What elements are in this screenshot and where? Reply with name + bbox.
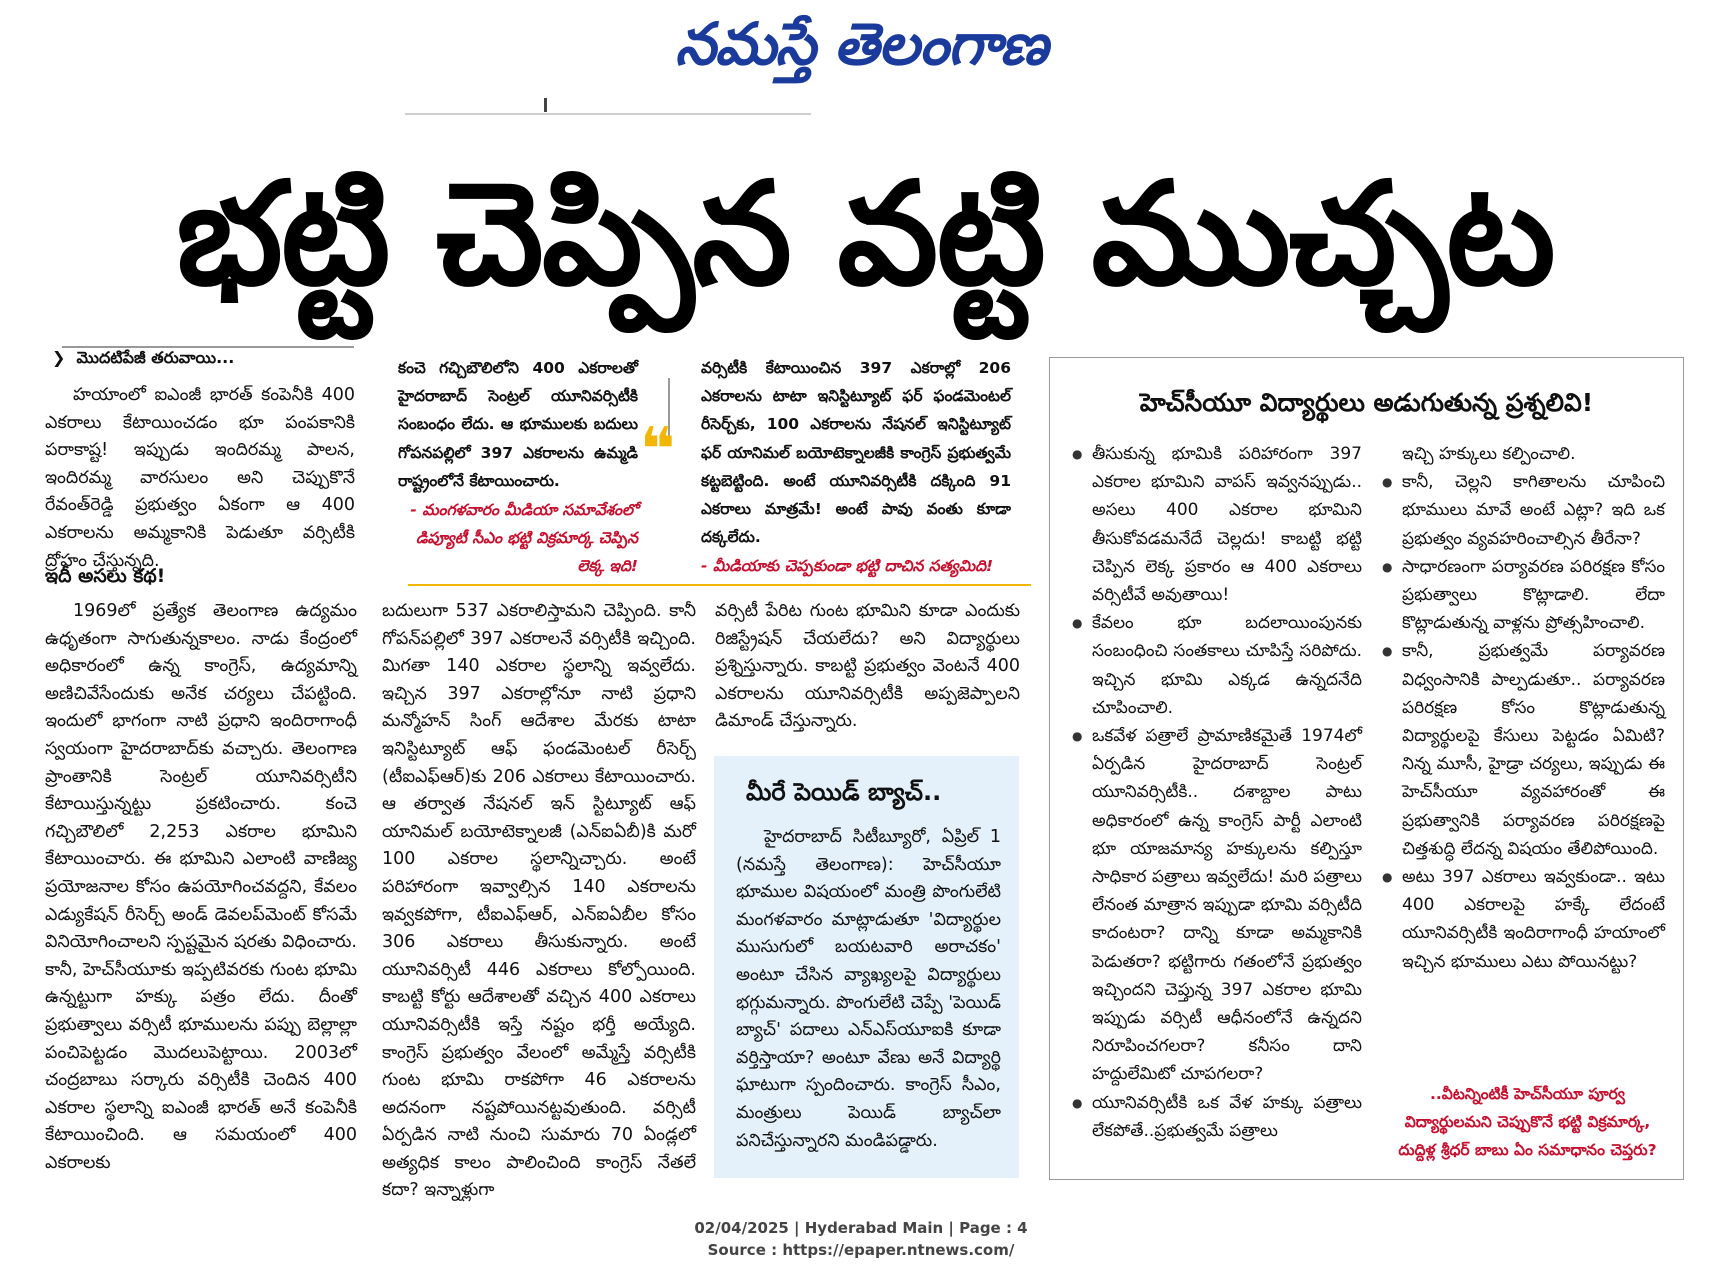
header-divider xyxy=(405,113,811,115)
quote-mark-icon: ❝ xyxy=(640,415,676,485)
questions-left-list xyxy=(1070,440,1362,1145)
intro-paragraph: హయాంలో ఐఎంజీ భారత్ కంపెనీకి 400 ఎకరాలు కేటాయించడం భూ పంపకానికి పరాకాష్ట! ఇప్పుడు ఇందిరమ్మ పాలన, ఇందిరమ్మ వారసులం అని చెప్పుకొనే రేవంత్‌రెడ్డి ప్రభుత్వం ఏకంగా ఆ 400 ఎకరాలను అమ్మకానికి పెడుతూ వర్సిటీకి ద్రోహం చేస్తున్నది. xyxy=(45,385,355,571)
headline: భట్టి చెప్పిన వట్టి ముచ్చట xyxy=(176,152,1554,317)
question-item: ● యూనివర్సిటీకి ఒక వేళ హక్కు పత్రాలు లేకపోతే..ప్రభుత్వమే పత్రాలు xyxy=(1070,1089,1362,1145)
paid-batch-box xyxy=(714,756,1019,1178)
quote-left: కంచె గచ్చిబౌలిలోని 400 ఎకరాలతో హైదరాబాద్ సెంట్రల్ యూనివర్సిటీకి సంబంధం లేదు. ఆ భూములకు బదులు గోపనపల్లిలో 397 ఎకరాలను ఉమ్మడి రాష్ట్రంలోనే కేటాయించారు. xyxy=(398,359,638,490)
footer-date-page: 02/04/2025 | Hyderabad Main | Page : 4 xyxy=(694,1219,1028,1237)
subhead: ఇదీ అసలు కథ! xyxy=(45,565,166,587)
questions-title: హెచ్‌సీయూ విద్యార్థులు అడుగుతున్న ప్రశ్నలివి! xyxy=(1139,388,1594,417)
quote-right-credit: - మీడియాకు చెప్పకుండా భట్టి దాచిన సత్యమిది! xyxy=(701,557,994,575)
question-item: ● తీసుకున్న భూమికి పరిహారంగా 397 ఎకరాల భూమిని వాపస్ ఇవ్వనప్పుడు.. అసలు 400 ఎకరాల భూమిని తీసుకోవడమనేదే చెల్లదు! కాబట్టి భట్టి చెప్పిన లెక్క ప్రకారం ఆ 400 ఎకరాలు వర్సిటీవే అవుతాయి! xyxy=(1070,440,1362,609)
masthead-logo: నమస్తే తెలంగాణ xyxy=(675,10,1047,78)
paid-batch-title: మీరే పెయిడ్ బ్యాచ్.. xyxy=(746,778,942,806)
quote-underline xyxy=(408,584,1031,586)
question-item: ● కేవలం భూ బదలాయింపునకు సంబంధించి సంతకాలు చూపిస్తే సరిపోదు. ఇచ్చిన భూమి ఎక్కడ ఉన్నదనేది చూపించాలి. xyxy=(1070,609,1362,722)
questions-box xyxy=(1049,357,1684,1180)
chevron-right-icon: ❯ xyxy=(52,348,66,367)
question-item: ● సాధారణంగా పర్యావరణ పరిరక్షణ కోసం ప్రభుత్వాలు కొట్లాడాలి. లేదా కొట్లాడుతున్న వాళ్లను ప్రోత్సహించాలి. xyxy=(1380,553,1665,638)
continued-marker xyxy=(52,348,357,371)
questions-right-list xyxy=(1380,468,1665,976)
continued-rule xyxy=(62,346,354,348)
col3-body: వర్సిటీ పేరిట గుంట భూమిని కూడా ఎందుకు రిజిస్ట్రేషన్ చేయలేదు? అని విద్యార్థులు ప్రశ్నిస్తున్నారు. కాబట్టి ప్రభుత్వం వెంటనే 400 ఎకరాలను యూనివర్సిటీకి అప్పజెప్పాలని డిమాండ్ చేస్తున్నారు. xyxy=(715,601,1020,732)
questions-right-column xyxy=(1380,440,1665,976)
col1-body: 1969లో ప్రత్యేక తెలంగాణ ఉద్యమం ఉధృతంగా సాగుతున్నకాలం. నాడు కేంద్రంలో అధికారంలో ఉన్న కాంగ్రెస్, ఉద్యమాన్ని అణిచివేసేందుకు అనేక చర్యలు చేపట్టింది. ఇందులో భాగంగా నాటి ప్రధాని ఇందిరాగాంధీ స్వయంగా హైదరాబాద్‌కు వచ్చారు. తెలంగాణ ప్రాంతానికి సెంట్రల్ యూనివర్సిటీని కేటాయిస్తున్నట్టు ప్రకటించారు. కంచె గచ్చిబౌలిలో 2,253 ఎకరాల భూమిని కేటాయించారు. ఈ భూమిని ఎలాంటి వాణిజ్య ప్రయోజనాల కోసం ఉపయోగించవద్దని, కేవలం ఎడ్యుకేషన్ రీసెర్చ్ అండ్ డెవలప్‌మెంట్ కోసమే వినియోగించాలని స్పష్టమైన షరతు విధించారు. కానీ, హెచ్‌సీయూకు ఇప్పటివరకు గుంట భూమి ఉన్నట్టుగా హక్కు పత్రం లేదు. దీంతో ప్రభుత్వాలు వర్సిటీ భూములను పప్పు బెల్లాల్లా పంచిపెట్టడం మొదలుపెట్టాయి. 2003లో చంద్రబాబు సర్కారు వర్సిటీకి చెందిన 400 ఎకరాల స్థలాన్ని ఐఎంజీ భారత్ అనే కంపెనీకి కేటాయించింది. ఆ సమయంలో 400 ఎకరాలకు xyxy=(45,601,357,1173)
question-item: ● ఒకవేళ పత్రాలే ప్రామాణికమైతే 1974లో ఏర్పడిన హైదరాబాద్ సెంట్రల్ యూనివర్సిటీకి.. దశాబ్దాల పాటు అధికారంలో ఉన్న కాంగ్రెస్ పార్టీ ఎలాంటి భూ యాజమాన్య హక్కులను కల్పిస్తూ సాధికార పత్రాలు ఇవ్వలేదు! మరి పత్రాలు లేనంత మాత్రాన ఇప్పుడా భూమి వర్సిటీది కాదంటరా? దాన్ని కూడా అమ్మకానికి పెడుతరా? భట్టిగారు గతంలోనే ప్రభుత్వం ఇచ్చిందని చెప్తున్న 397 ఎకరాల భూమి ఇప్పుడు వర్సిటీ ఆధీనంలోనే ఉన్నదని నిరూపించగలరా? కనీసం దాని హద్దులేమిటో చూపగలరా? xyxy=(1070,722,1362,1089)
quote-right: వర్సిటీకి కేటాయించిన 397 ఎకరాల్లో 206 ఎకరాలను టాటా ఇనిస్టిట్యూట్ ఫర్ ఫండమెంటల్ రీసెర్చ్‌కు, 100 ఎకరాలను నేషనల్ ఇనిస్టిట్యూట్ ఫర్ యానిమల్ బయోటెక్నాలజీకి కాంగ్రెస్ ప్రభుత్వమే కట్టబెట్టింది. అంటే యూనివర్సిటీకి దక్కింది 91 ఎకరాలు మాత్రమే! అంటే పావు వంతు కూడా దక్కలేదు. xyxy=(701,359,1011,547)
header-mark xyxy=(544,98,547,112)
question-continued: ఇచ్చి హక్కులు కల్పించాలి. xyxy=(1402,444,1576,464)
col2-body: బదులుగా 537 ఎకరాలిస్తామని చెప్పింది. కానీ గోపన్‌పల్లిలో 397 ఎకరాలనే వర్సిటీకి ఇచ్చింది. మిగతా 140 ఎకరాల స్థలాన్ని ఇవ్వలేదు. ఇచ్చిన 397 ఎకరాల్లోనూ నాటి ప్రధాని మన్మోహన్ సింగ్ ఆదేశాల మేరకు టాటా ఇనిస్టిట్యూట్ ఆఫ్ ఫండమెంటల్ రీసెర్చ్ (టీఐఎఫ్‌ఆర్)కు 206 ఎకరాలు కేటాయించారు. ఆ తర్వాత నేషనల్ ఇన్ స్టిట్యూట్ ఆఫ్ యానిమల్ బయోటెక్నాలజీ (ఎన్‌ఐఏబీ)కి మరో 100 ఎకరాల స్థలాన్నిచ్చారు. అంటే పరిహారంగా ఇవ్వాల్సిన 140 ఎకరాలను ఇవ్వకపోగా, టీఐఎఫ్‌ఆర్, ఎన్‌ఐఏబీల కోసం 306 ఎకరాలు తీసుకున్నారు. అంటే యూనివర్సిటీ 446 ఎకరాలు కోల్పోయింది. కాబట్టి కోర్టు ఆదేశాలతో వచ్చిన 400 ఎకరాలు యూనివర్సిటీకి ఇస్తే నష్టం భర్తీ అయ్యేది. కాంగ్రెస్ ప్రభుత్వం వేలంలో అమ్మేస్తే వర్సిటీకి గుంట భూమి రాకపోగా 46 ఎకరాలను అదనంగా నష్టపోయినట్టవుతుంది. వర్సిటీ ఏర్పడిన నాటి నుంచి సుమారు 70 ఏండ్లలో అత్యధిక కాలం పాలించింది కాంగ్రెస్ నేతలే కదా? ఇన్నాళ్లుగా xyxy=(382,601,696,1201)
question-item: ● అటు 397 ఎకరాలు ఇవ్వకుండా.. ఇటు 400 ఎకరాలపై హక్కే లేదంటే యూనివర్సిటీకి ఇందిరాగాంధీ హయాంలో ఇచ్చిన భూములు ఎటు పోయినట్టు? xyxy=(1380,863,1665,976)
continued-label: మొదటిపేజీ తరువాయి... xyxy=(76,348,235,367)
footer-source: Source : https://epaper.ntnews.com/ xyxy=(707,1241,1015,1259)
question-item: ● కానీ, చెల్లని కాగితాలను చూపించి భూములు మావే అంటే ఎట్లా? ఇది ఒక ప్రభుత్వం వ్యవహరించాల్సిన తీరేనా? xyxy=(1380,468,1665,553)
question-item: ● కానీ, ప్రభుత్వమే పర్యావరణ విధ్వంసానికి పాల్పడుతూ.. పర్యావరణ పరిరక్షణ కోసం కొట్లాడుతున్న విద్యార్థులపై కేసులు పెట్టడం ఏమిటి? నిన్న మూసీ, హైడ్రా చర్యలు, ఇప్పుడు ఈ హెచ్‌సీయూ వ్యవహారంతో ఈ ప్రభుత్వానికి పర్యావరణ పరిరక్షణపై చిత్తశుద్ధి లేదన్న విషయం తేలిపోయింది. xyxy=(1380,637,1665,863)
questions-closing: ..వీటన్నింటికీ హెచ్‌సీయూ పూర్వ విద్యార్థులమని చెప్పుకొనే భట్టి విక్రమార్క, దుద్దిళ్ల శ్రీధర్ బాబు ఏం సమాధానం చెప్తరు? xyxy=(1398,1085,1657,1159)
paid-batch-body: హైదరాబాద్ సిటీబ్యూరో, ఏప్రిల్ 1 (నమస్తే తెలంగాణ): హెచ్‌సీయూ భూముల విషయంలో మంత్రి పొంగులేటి మంగళవారం మాట్లాడుతూ 'విద్యార్థుల ముసుగులో బయటవారి అరాచకం' అంటూ చేసిన వ్యాఖ్యలపై విద్యార్థులు భగ్గుమన్నారు. పొంగులేటి చెప్పే 'పెయిడ్ బ్యాచ్' పదాలు ఎన్‌ఎస్‌యూఐకి కూడా వర్తిస్తాయా? అంటూ వేణు అనే విద్యార్థి ఘాటుగా స్పందించారు. కాంగ్రెస్ సీఎం, మంత్రులు పెయిడ్ బ్యాచ్‌లా పనిచేస్తున్నారని మండిపడ్డారు. xyxy=(736,827,1001,1151)
quote-left-credit: - మంగళవారం మీడియా సమావేశంలో డిప్యూటీ సీఎం భట్టి విక్రమార్క చెప్పిన లెక్క ఇది! xyxy=(410,501,638,576)
